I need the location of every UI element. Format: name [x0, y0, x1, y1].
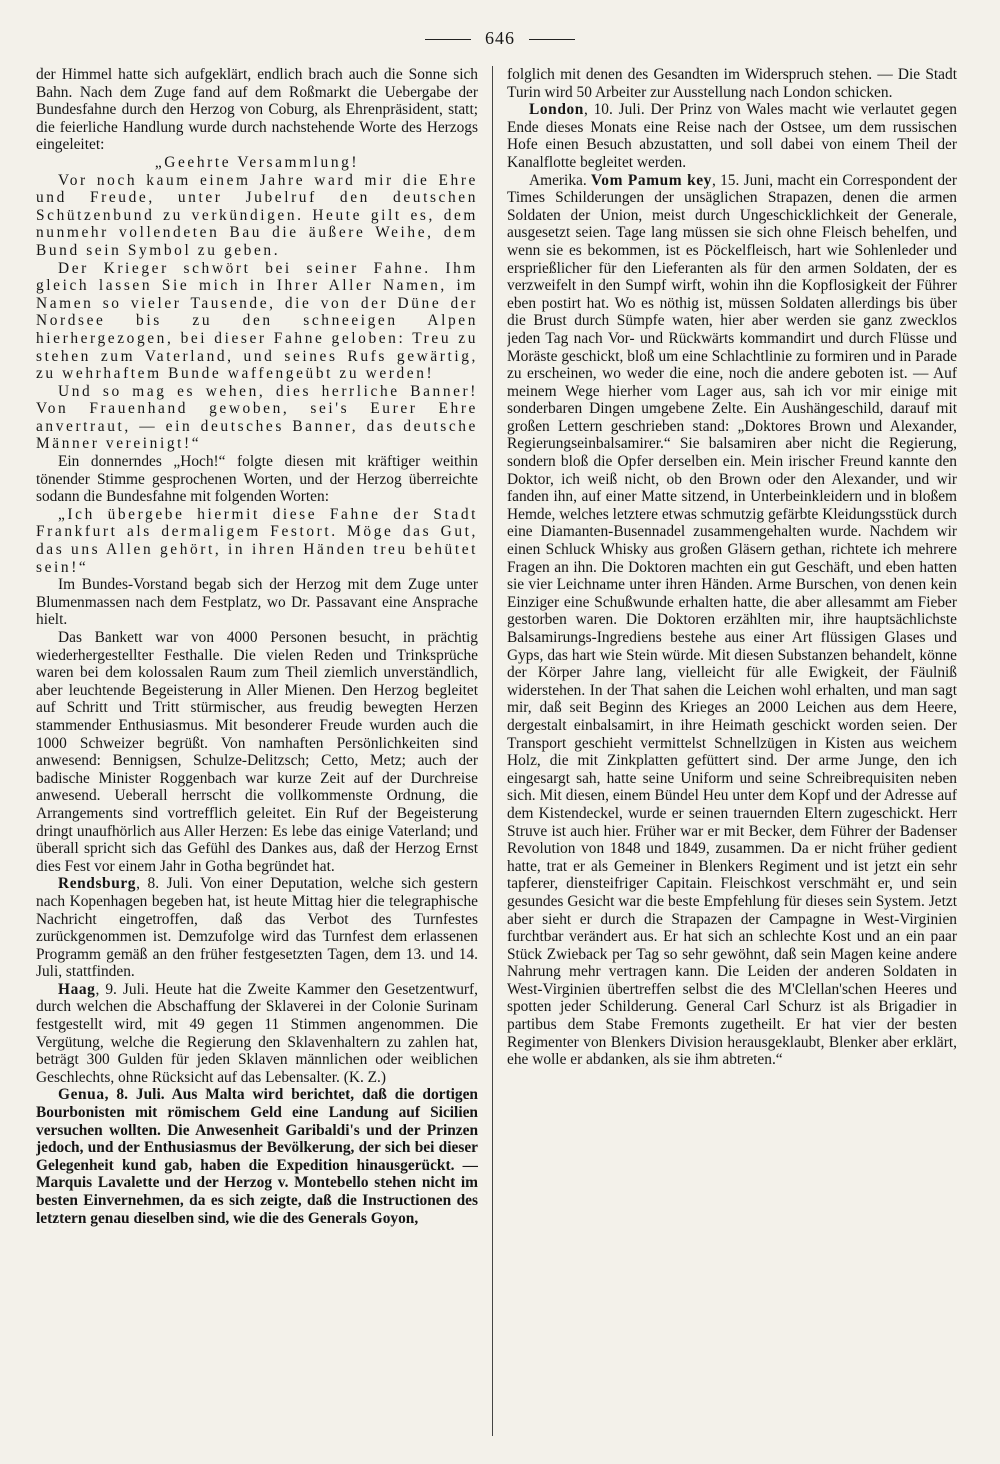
news-item-text: , 9. Juli. Heute hat die Zweite Kammer den Gesetzentwurf, durch welchen die Abschaffung der Sklaverei in der Colonie Surinam festgestellt wird, mit 49 gegen 11 Stimmen angenommen. Die Vergütung, welche die Regierung den Sklavenhaltern zu zahlen hat, beträgt 300 Gulden für jeden Sklaven männlichen oder weiblichen Geschlechts, ohne Rücksicht auf das Lebensalter. (K. Z.)	[36, 980, 478, 1086]
dateline-place: Vom Pamum key	[590, 171, 712, 189]
news-item-text: , 15. Juni, macht ein Correspondent der Times Schilderungen der unsäglichen Strapazen, denen die armen Soldaten der Union, meist durch Ungeschicklichkeit der Generale, ausgesetzt seien. Tage lang müssen sie sich ohne Fleisch behelfen, und wenn sie es bekommen, ist es Pöckelfleisch, hart wie Sohlenleder und ersprießlicher für den Lieferanten als für den armen Soldaten, der es verzweifelt in den Sumpf wirft, wohin ihn die Kopflosigkeit der Führer eben postirt hat. Wo es nöthig ist, müssen Soldaten allerdings bis über die Brust durch Sümpfe waten, hier aber werden sie ganz zwecklos jeden Tag nach Vor- und Rückwärts kommandirt und durch Flüsse und Moräste geschickt, bloß um eine Schlachtlinie zu formiren und in Parade zu erscheinen, wo weder die eine, noch die andere geboten ist. — Auf meinem Wege hierher vom Lager aus, sah ich vor mir einige mit sonderbaren Dingen umgebene Zelte. Ein Aushängeschild, darauf mit großen Lettern geschrieben stand: „Doktores Brown und Alexander, Regierungseinbalsamirer.“ Sie balsamiren aber nicht die Regierung, sondern bloß die Opfer derselben ein. Mein irischer Freund kannte den Doktor, ich weiß nicht, ob den Brown oder den Alexander, und wir fanden ihn, auf einer Matte sitzend, in Unterbeinkleidern und in bloßem Hemde, welches letztere etwas schmutzig gefärbte Kleidungsstück durch eine Diamanten-Busennadel zusammengehalten wurde. Nachdem wir einen Schluck Whisky aus großen Gläsern gethan, richtete ich mehrere Fragen an ihn. Die Doktoren machten ein gut Geschäft, und eben hatten sie vier Leichname unter ihren Händen. Arme Burschen, von denen kein Einziger eine Schußwunde erhalten hatte, die aber allesammt am Fieber gestorben waren. Die Doktoren erzählten mir, ihre hauptsächlichste Balsamirungs-Ingrediens bestehe aus einer Art flüssigen Glases und Gyps, das hart wie Stein würde. Mit diesen Substanzen behandelt, könne der Körper Jahre lang, vielleicht für alle Ewigkeit, der Fäulniß widerstehen. In der That sahen die Leichen wohl erhalten, und man sagt mir, daß seit Beginn des Krieges an 2000 Leichen aus dem Heere, dergestalt einbalsamirt, in ihre Heimath geschickt worden seien. Der Transport geschieht vermittelst Schnellzügen in Kisten aus weichem Holz, die mit Zinkplatten gefüttert sind. Der arme Junge, den ich eingesargt sah, hatte seine Uniform und seine Schreibrequisiten neben sich. Mit diesen, einem Bündel Heu unter dem Kopf und der Adresse auf dem Kistendeckel, wurde er seinen trauernden Eltern zugeschickt. Herr Struve ist auch hier. Früher war er mit Becker, dem Führer der Badenser Revolution von 1848 und 1849, zusammen. Da er nicht früher gedient hatte, trat er als Gemeiner in Blenkers Regiment und ist jetzt ein sehr tapferer, diensteifriger Capitain. Fleischkost verschmäht er, und sein gesundes Gesicht war die beste Empfehlung für dieses sein System. Jetzt aber sieht er durch die Strapazen der Campagne in West-Virginien furchtbar verändert aus. Er hat sich an schlechte Kost und an ein paar Stück Zwieback per Tag so sehr gewöhnt, daß sein Magen keine andere Nahrung mehr vertragen kann. Die Leiden der anderen Soldaten in West-Virginien übertreffen selbst die des M'Clellan'schen Heeres und spotten jeder Schilderung. General Carl Schurz ist als Brigadier in partibus dem Stabe Fremonts zugetheilt. Er hat vier der besten Regimenter von Blenkers Division herausgeklaubt, Blenker aber erklärt, ehe wolle er abdanken, als sie ihm abtreten.“	[507, 171, 957, 1069]
header-rule-right	[529, 39, 575, 40]
left-column	[36, 66, 478, 1446]
page-header	[0, 28, 1000, 49]
speech-salutation: „Geehrte Versammlung!	[154, 153, 360, 171]
header-rule-left	[425, 39, 471, 40]
news-item-rendsburg	[36, 875, 478, 981]
page-number: 646	[485, 28, 515, 48]
dateline-place: Rendsburg	[58, 875, 137, 893]
column-divider	[492, 66, 493, 1436]
speech-paragraph: Und so mag es wehen, dies herrliche Banner! Von Frauenhand gewoben, sei's Eurer Ehre anvertraut, — ein deutsches Banner, das deutsche Männer vereinigt!“	[36, 382, 478, 453]
dateline-place: Haag	[58, 980, 96, 998]
news-item-text: , 8. Juli. Von einer Deputation, welche sich gestern nach Kopenhagen begeben hat, ist heute Mittag hier die telegraphische Nachricht eingetroffen, daß das Verbot des Turnfestes zurückgenommen ist. Demzufolge wird das Turnfest dem erlassenen Programm gemäß an den früher festgesetzten Tagen, dem 13. und 14. Juli, stattfinden.	[36, 875, 478, 981]
news-item-haag	[36, 981, 478, 1087]
speech-paragraph: Der Krieger schwört bei seiner Fahne. Ihm gleich lassen Sie mich in Ihrer Aller Namen, im Namen so vieler Tausende, die von der Düne der Nordsee bis zu den schneeigen Alpen hierhergezogen, bei dieser Fahne geloben: Treu zu stehen zum Vaterland, und seines Rufs gewärtig, zu wehrhaftem Bunde waffengeübt zu werden!	[36, 259, 478, 383]
news-item-genua	[36, 1086, 478, 1227]
news-item-london	[507, 101, 957, 171]
right-column	[507, 66, 957, 1446]
section-label: Amerika.	[529, 171, 591, 189]
article-paragraph: folglich mit denen des Gesandten im Widerspruch stehen. — Die Stadt Turin wird 50 Arbeiter zur Ausstellung nach London schicken.	[507, 66, 957, 101]
news-item-text: , 8. Juli. Aus Malta wird berichtet, daß die dortigen Bourbonisten mit römischem Geld eine Landung auf Sicilien versuchen wollten. Die Anwesenheit Garibaldi's und der Prinzen jedoch, und der Enthusiasmus der Bevölkerung, der sich bei dieser Gelegenheit kund gab, haben die Expedition hinausgerückt. — Marquis Lavalette und der Herzog v. Montebello stehen nicht im besten Einvernehmen, da es sich zeigte, daß die Instructionen des letztern genau dieselben sind, wie die des Generals Goyon,	[36, 1086, 478, 1227]
article-paragraph: der Himmel hatte sich aufgeklärt, endlich brach auch die Sonne sich Bahn. Nach dem Zuge fand auf dem Roßmarkt die Uebergabe der Bundesfahne durch den Herzog von Coburg, als Ehrenpräsident, statt; die feierliche Handlung wurde durch nachstehende Worte des Herzogs eingeleitet:	[36, 66, 478, 154]
dateline-place: Genua	[58, 1086, 105, 1104]
speech-paragraph: Vor noch kaum einem Jahre ward mir die Ehre und Freude, unter Jubelruf den deutschen Schützenbund zu verkündigen. Heute gilt es, dem nunmehr vollendeten Bau die äußere Weihe, dem Bund sein Symbol zu geben.	[36, 171, 478, 259]
news-item-text: , 10. Juli. Der Prinz von Wales macht wie verlautet gegen Ende dieses Monats eine Reise nach der Ostsee, um dem russischen Hofe einen Besuch abzustatten, und soll dabei von einem Theil der Kanalflotte begleitet werden.	[507, 101, 957, 171]
article-paragraph: Im Bundes-Vorstand begab sich der Herzog mit dem Zuge unter Blumenmassen nach dem Festplatz, wo Dr. Passavant eine Ansprache hielt.	[36, 576, 478, 629]
speech-paragraph: „Ich übergebe hiermit diese Fahne der Stadt Frankfurt als dermaligem Festort. Möge das Gut, das uns Allen gehört, in ihren Händen treu behütet sein!“	[36, 505, 478, 576]
news-item-amerika	[507, 172, 957, 1069]
article-paragraph: Das Bankett war von 4000 Personen besucht, in prächtig wiederhergestellter Festhalle. Die vielen Reden und Trinksprüche waren bei dem kolossalen Raum zum Theil ziemlich unverständlich, aber leuchtende Begeisterung in Aller Mienen. Den Herzog begleitet auf Schritt und Tritt stürmischer, aus freudig bewegten Herzen stammender Enthusiasmus. Mit besonderer Freude wurden auch die 1000 Schweizer begrüßt. Von namhaften Persönlichkeiten sind anwesend: Bennigsen, Schulze-Delitzsch; Cetto, Metz; auch der badische Minister Roggenbach war kurze Zeit auf der Durchreise anwesend. Ueberall herrscht die vollkommenste Ordnung, die Arrangements sind vortrefflich geleitet. Ein Ruf der Begeisterung dringt unaufhörlich aus Aller Herzen: Es lebe das einige Vaterland; und überall spricht sich das Gefühl des Dankes aus, daß der Herzog Ernst dies Fest vor einem Jahr in Gotha begründet hat.	[36, 629, 478, 875]
dateline-place: London	[529, 101, 584, 119]
article-paragraph: Ein donnerndes „Hoch!“ folgte diesen mit kräftiger weithin tönender Stimme gesprochenen Worten, und der Herzog überreichte sodann die Bundesfahne mit folgenden Worten:	[36, 453, 478, 506]
